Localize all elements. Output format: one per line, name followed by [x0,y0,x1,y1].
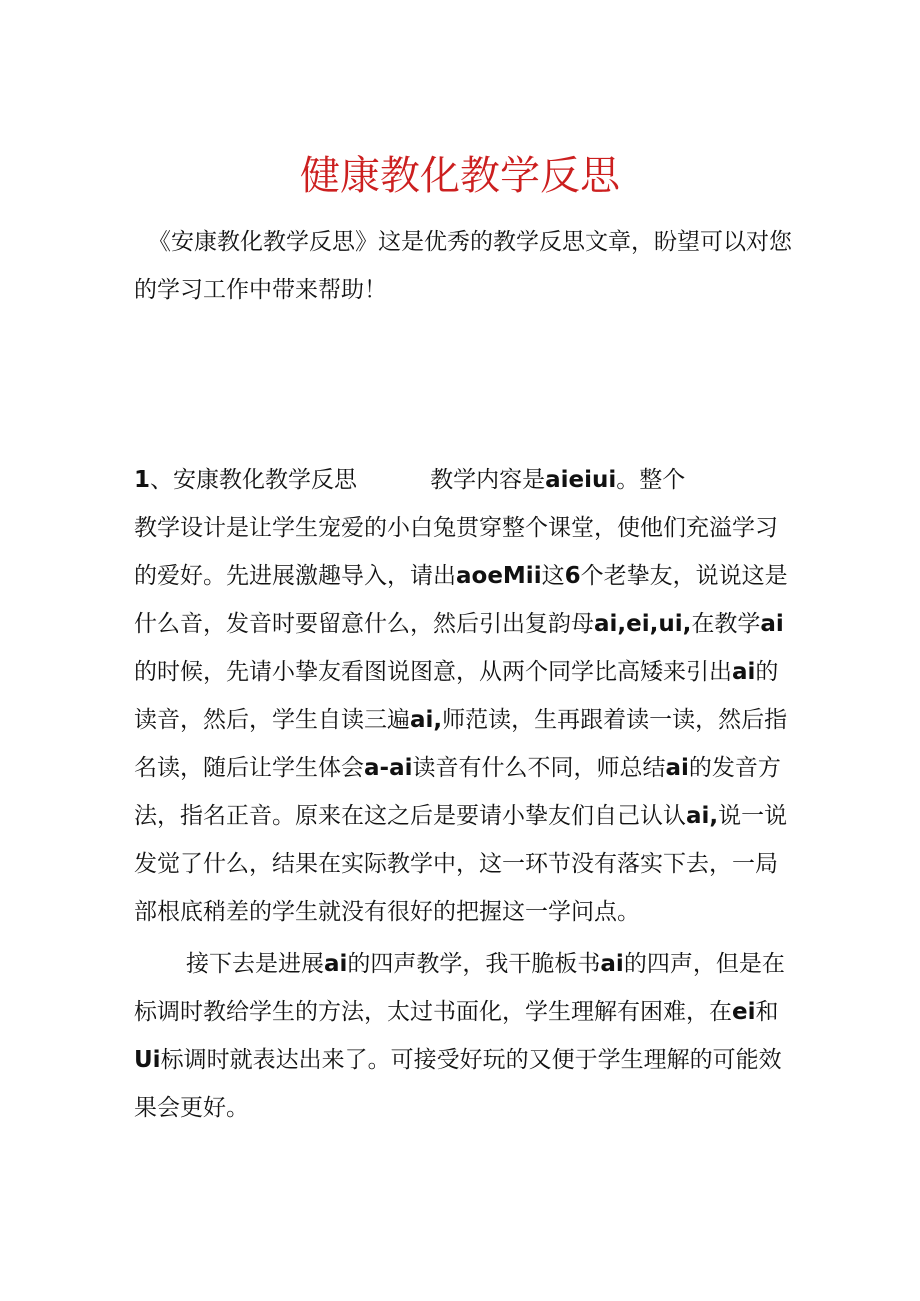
intro-paragraph: 《安康教化教学反思》这是优秀的教学反思文章，盼望可以对您的学习工作中带来帮助！ [134,229,792,303]
paragraph-2 [134,940,794,1132]
text-run: 这 [541,563,565,589]
number-run: 6 [564,563,581,589]
text-run: 的读音，然后，学生自读三遍 [134,659,779,733]
text-run: 个老挚友，说说这是什么音，发音时要留意什么，然后引出复韵母 [134,563,788,637]
text-run: 和 [755,999,779,1025]
pinyin-run: aoeMii [456,563,542,589]
pinyin-run: a-ai [364,755,413,781]
text-run: 教学设计是让学生宠爱的小白兔贯穿整个课堂，使他们充溢学习的爱好。先进展激趣导入，请出 [134,515,778,589]
section-heading-end: 。整个 [616,467,686,493]
pinyin-run: ai [732,659,756,685]
pinyin-run: ai, [410,707,443,733]
pinyin-run: Ui [134,1047,161,1073]
text-run: 说一说发觉了什么，结果在实际教学中，这一环节没有落实下去，一局部根底稍差的学生就没有很好的把握这一学问点。 [134,803,788,925]
pinyin-run: ai [324,951,348,977]
paragraph-1 [134,504,794,936]
page-title: 健康教化教学反思 [300,153,620,199]
pinyin-run: ai [665,755,689,781]
text-run: 师范读，生再跟着读一读，然后指名读，随后让学生体会 [134,707,788,781]
section-number: 1 [134,467,151,493]
text-run: 接下去是进展 [186,951,324,977]
pinyin-run: ai,ei,ui, [594,611,692,637]
text-run: 标调时就表达出来了。可接受好玩的又便于学生理解的可能效果会更好。 [134,1047,782,1121]
text-run: 的四声教学，我干脆板书 [347,951,601,977]
text-run: 在教学 [691,611,761,637]
section-heading-pinyin: aieiui [545,467,617,493]
text-run: 的四声，但是在标调时教给学生的方法，太过书面化，学生理解有困难，在 [134,951,785,1025]
text-run: 的时候，先请小挚友看图说图意，从两个同学比高矮来引出 [134,659,732,685]
text-run: 的发音方法，指名正音。原来在这之后是要请小挚友们自己认认 [134,755,781,829]
article-body [134,456,794,1132]
text-run: 读音有什么不同，师总结 [412,755,666,781]
pinyin-run: ai [760,611,784,637]
section-heading [134,456,794,504]
pinyin-run: ei [732,999,756,1025]
pinyin-run: ai [600,951,624,977]
section-heading-title: 、安康教化教学反思 [150,467,358,493]
section-heading-content: 教学内容是 [430,467,546,493]
pinyin-run: ai, [686,803,719,829]
